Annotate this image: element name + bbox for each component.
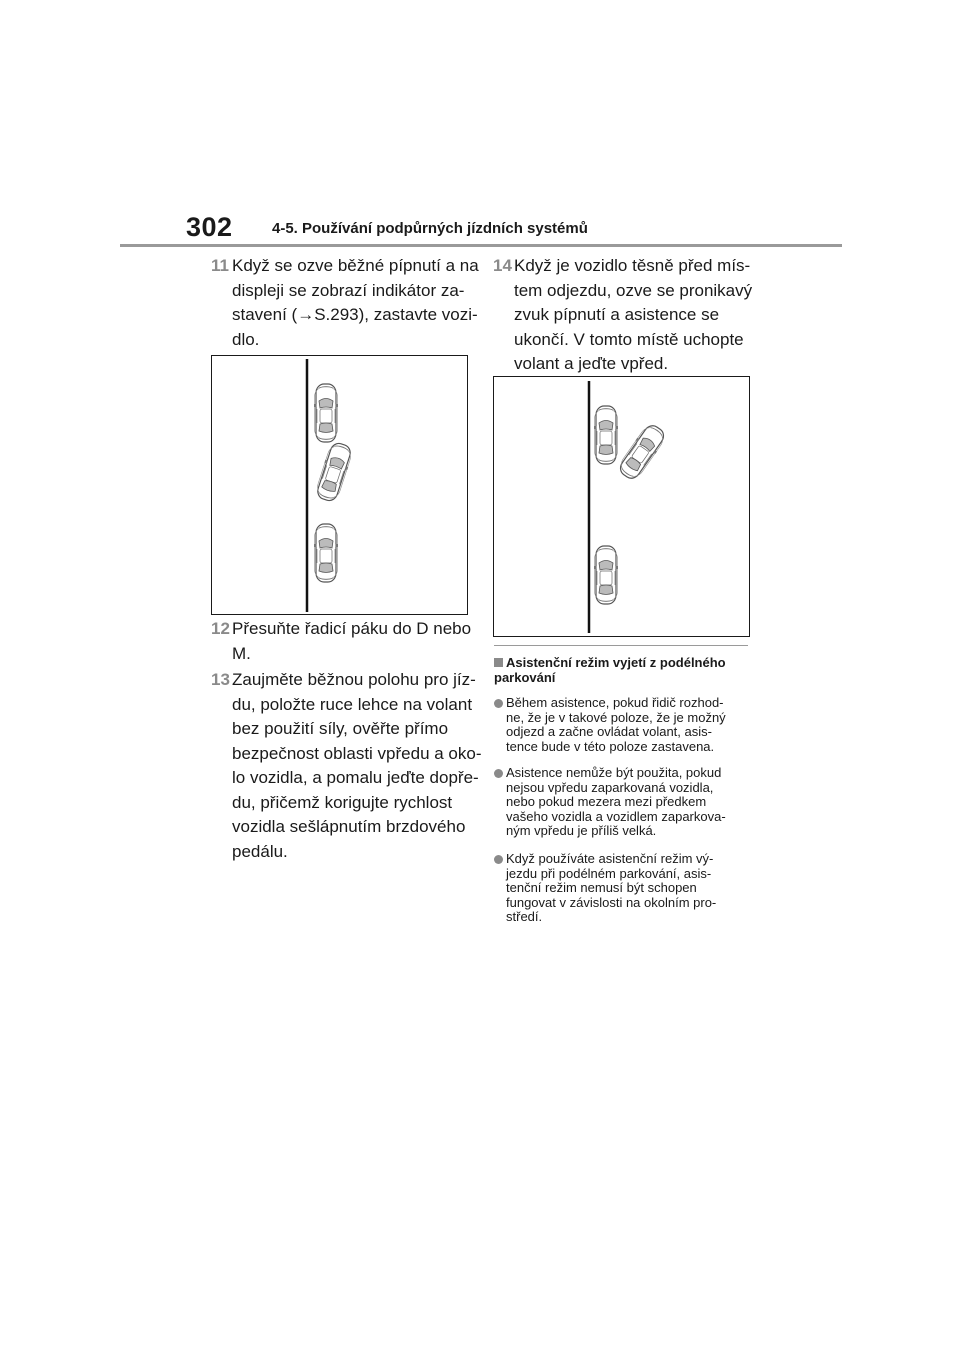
section-title: 4-5. Používání podpůrných jízdních systémů <box>272 220 588 237</box>
bullet-dot-icon <box>494 769 503 778</box>
note-heading <box>494 655 756 685</box>
bullet-dot-icon <box>494 699 503 708</box>
note-bullet <box>494 696 768 754</box>
exiting-car-icon <box>616 421 669 482</box>
note-bullet <box>494 766 768 839</box>
step-number: 14 <box>493 256 512 275</box>
illustration-parking-exit-1 <box>211 355 468 615</box>
step-13 <box>211 668 492 864</box>
step-number: 12 <box>211 619 230 638</box>
step-text: Zaujměte běžnou polohu pro jíz- du, položte ruce lehce na volant bez použití síly, ověřte přímo bezpečnost oblasti vpředu a oko- lo vozidla, a pomalu jeďte dopře- du, přičemž korigujte rychlost vozidla sešlápnutím brzdového pedálu. <box>232 670 482 861</box>
step-text: Když se ozve běžné pípnutí a na displeji se zobrazí indikátor za- stavení (→S.293), zastavte vozi- dlo. <box>232 256 479 349</box>
note-heading-text: Asistenční režim vyjetí z podélného parkování <box>494 655 726 685</box>
parked-car-front-icon <box>314 384 338 442</box>
step-12 <box>211 617 492 666</box>
bullet-text: Když používáte asistenční režim vý- jezdu při podélném parkování, asis- tenční režim nemusí být schopen fungovat v závislosti na okolním pro- středí. <box>506 851 717 924</box>
exiting-car-icon <box>314 441 355 504</box>
bullet-dot-icon <box>494 855 503 864</box>
parked-car-rear-icon <box>594 546 618 604</box>
bullet-text: Asistence nemůže být použita, pokud nejsou vpředu zaparkovaná vozidla, nebo pokud mezera mezi předkem vašeho vozidla a vozidlem zaparkova- ným vpředu je příliš velká. <box>506 765 726 838</box>
parked-car-rear-icon <box>314 524 338 582</box>
page-number: 302 <box>186 212 233 242</box>
parked-car-front-icon <box>594 406 618 464</box>
illustration-parking-exit-2 <box>493 376 750 637</box>
note-rule <box>494 645 748 646</box>
step-11 <box>211 254 492 352</box>
step-number: 13 <box>211 670 230 689</box>
step-text: Když je vozidlo těsně před mís- tem odjezdu, ozve se pronikavý zvuk pípnutí a asistence se ukončí. V tomto místě uchopte volant a jeďte vpřed. <box>514 256 753 373</box>
step-14 <box>493 254 776 377</box>
header-rule <box>120 244 842 247</box>
square-bullet-icon <box>494 658 503 667</box>
note-bullet <box>494 852 768 925</box>
bullet-text: Během asistence, pokud řidič rozhod- ne, že je v takové poloze, že je možný odjezd a začne ovládat volant, asis- tence bude v této poloze zastavena. <box>506 695 726 754</box>
step-number: 11 <box>211 256 229 275</box>
step-text: Přesuňte řadicí páku do D nebo M. <box>232 619 472 663</box>
